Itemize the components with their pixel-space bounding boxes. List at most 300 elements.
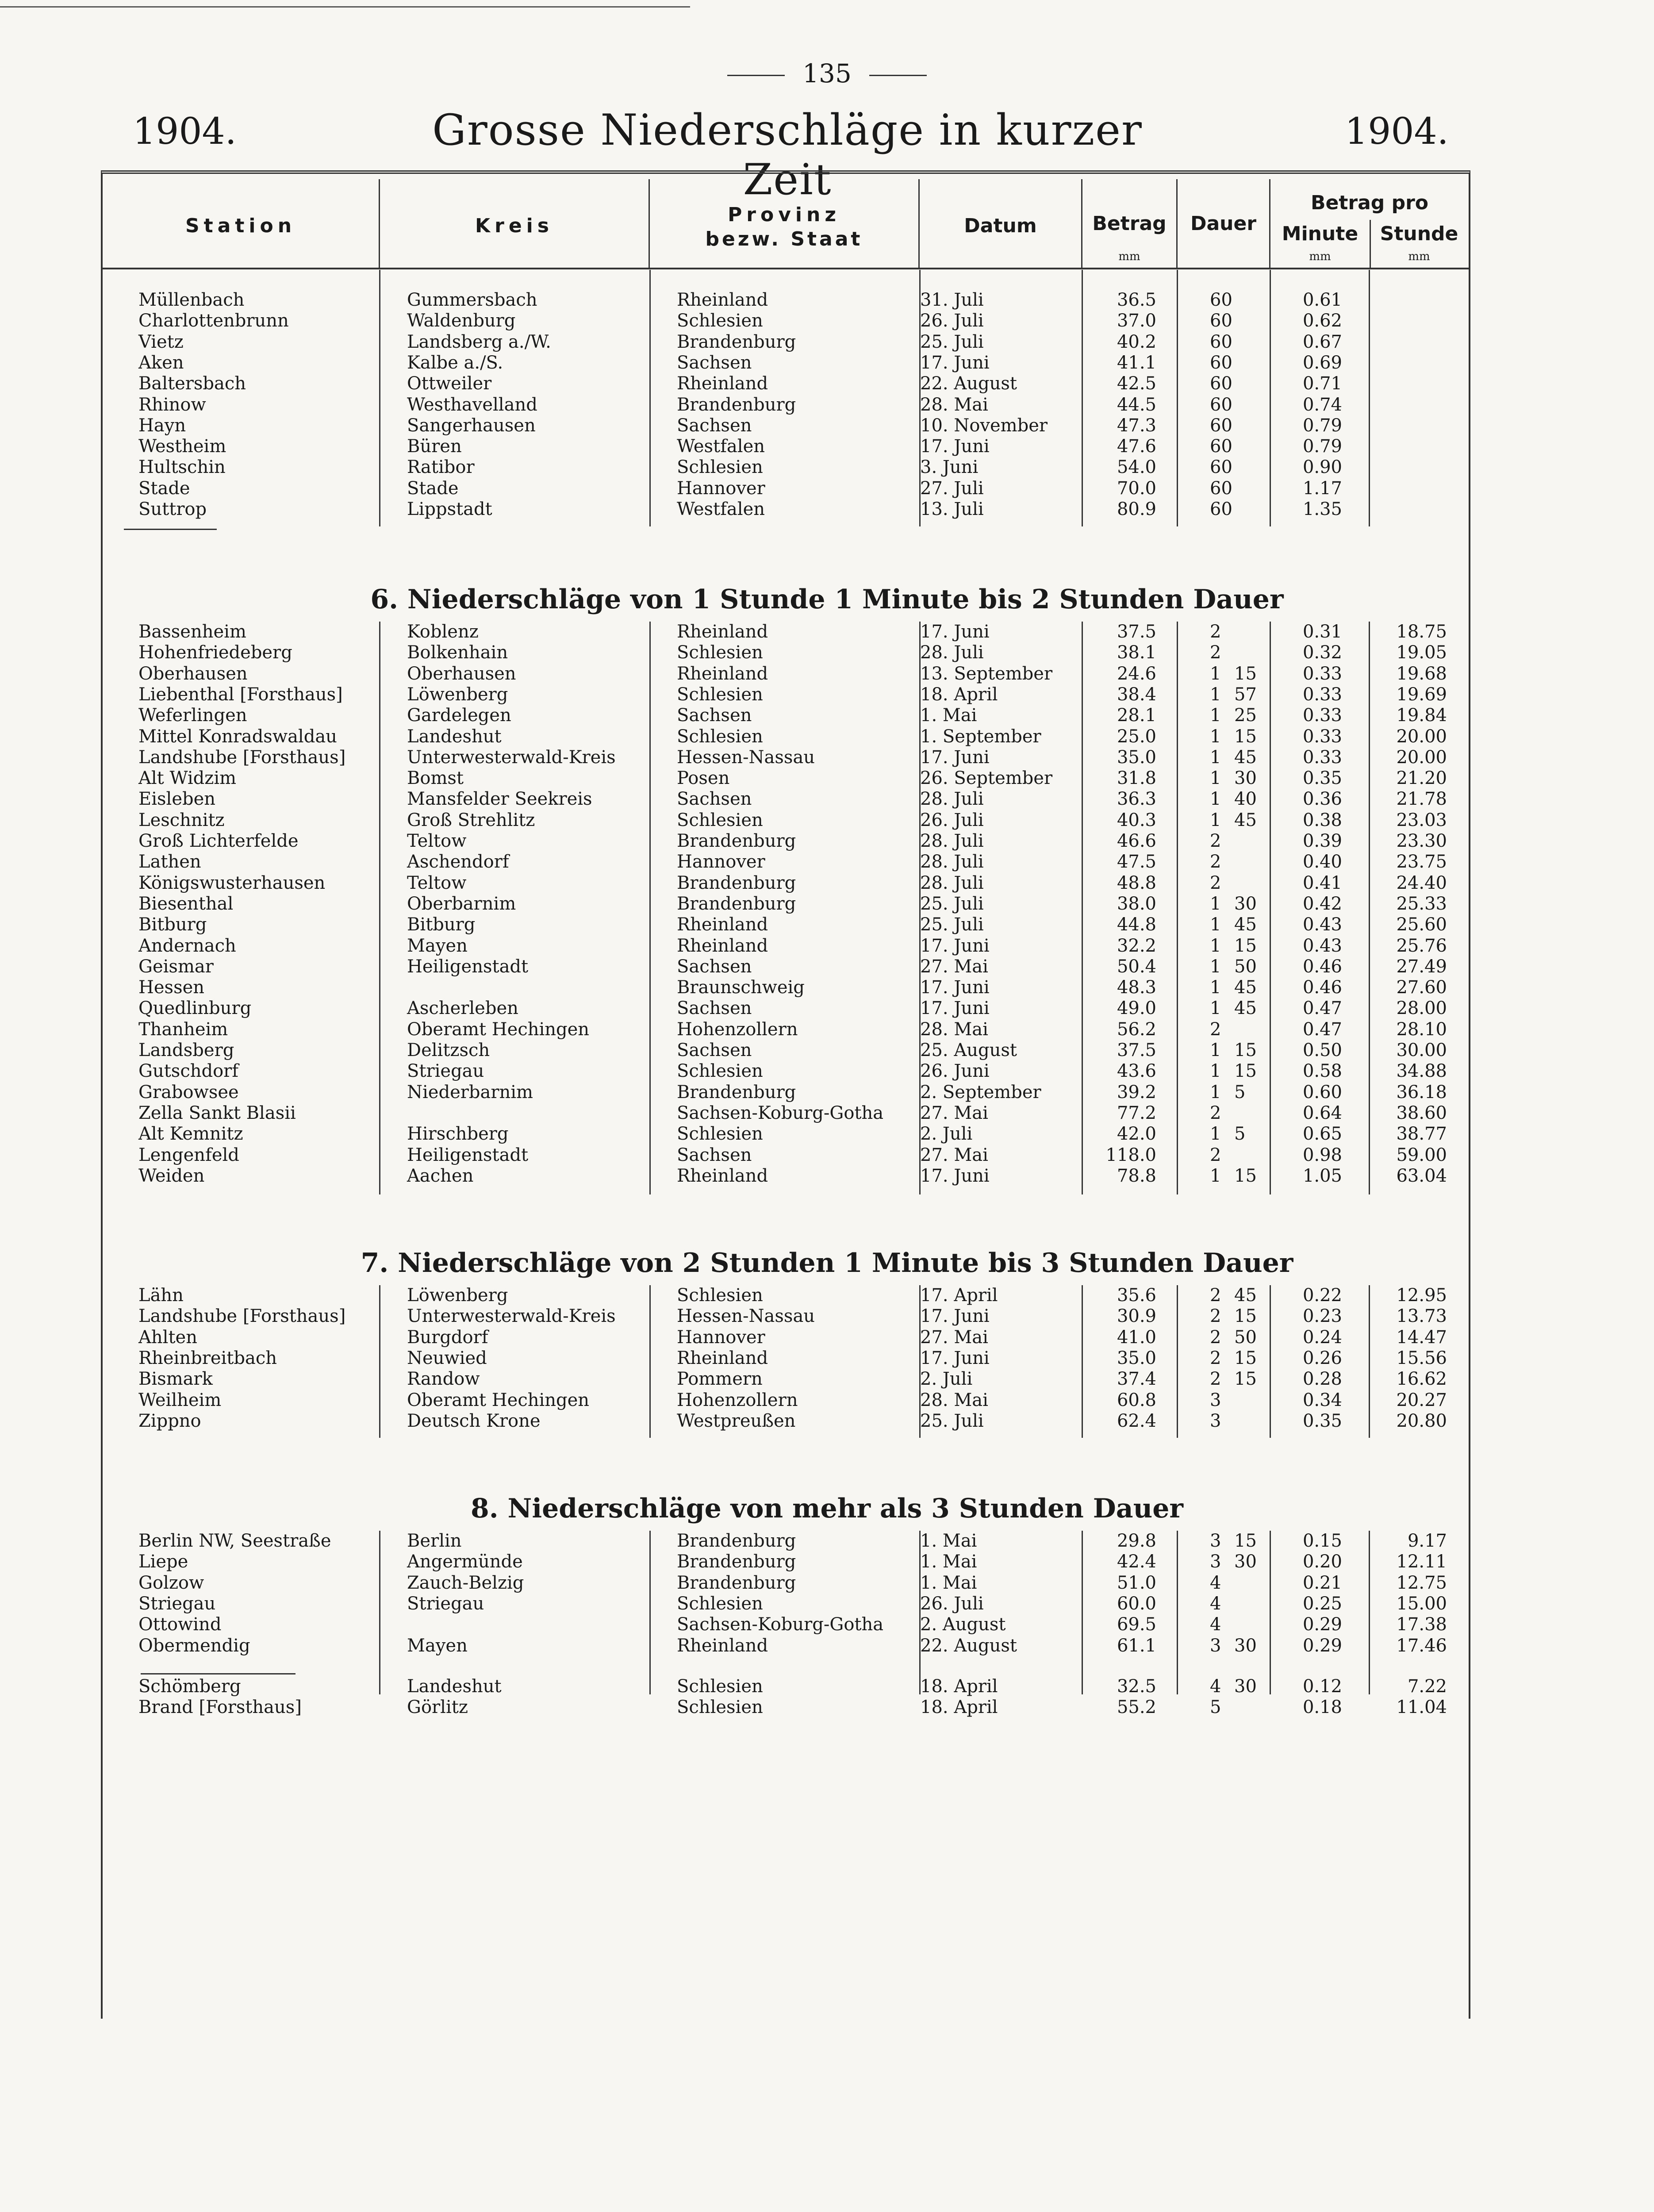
- table-row: [0, 478, 1654, 499]
- table-row: [0, 852, 1654, 872]
- kreis-cell: Delitzsch: [407, 1040, 490, 1060]
- section-title: 7. Niederschläge von 2 Stunden 1 Minute bis 3 Stunden Dauer: [361, 1248, 1293, 1279]
- datum-cell: 17. Juni: [920, 622, 990, 642]
- provinz-cell: Braunschweig: [677, 977, 805, 998]
- kreis-cell: Striegau: [407, 1061, 484, 1081]
- dauer-h-cell: 2: [1210, 642, 1221, 663]
- stunde-cell: 20.80: [1396, 1411, 1447, 1431]
- datum-cell: 28. Juli: [920, 642, 984, 663]
- betrag-cell: 32.2: [1117, 936, 1156, 956]
- dauer-h-cell: 1: [1210, 1124, 1221, 1144]
- datum-cell: 18. April: [920, 1676, 998, 1697]
- betrag-cell: 38.1: [1117, 642, 1156, 663]
- header-kreis: Kreis: [380, 179, 650, 268]
- betrag-cell: 48.3: [1117, 977, 1156, 998]
- provinz-cell: Hohenzollern: [677, 1390, 798, 1410]
- betrag-cell: 37.5: [1117, 1040, 1156, 1060]
- station-cell: Biesenthal: [138, 894, 234, 914]
- betrag-cell: 42.4: [1117, 1551, 1156, 1572]
- station-cell: Weferlingen: [138, 705, 247, 726]
- stunde-cell: 25.60: [1396, 914, 1447, 935]
- stunde-cell: 19.68: [1396, 664, 1447, 684]
- datum-cell: 18. April: [920, 1697, 998, 1717]
- kreis-cell: Oberhausen: [407, 664, 516, 684]
- provinz-cell: Hannover: [677, 852, 765, 872]
- betrag-cell: 38.4: [1117, 684, 1156, 705]
- dauer-h-cell: 1: [1210, 726, 1221, 747]
- minute-cell: 0.46: [1302, 977, 1342, 998]
- dauer-m-cell: 50: [1234, 1327, 1257, 1348]
- datum-cell: 17. Juni: [920, 1348, 990, 1368]
- datum-cell: 27. Mai: [920, 1327, 988, 1348]
- table-row: [0, 332, 1654, 353]
- station-cell: Lengenfeld: [138, 1145, 239, 1165]
- betrag-cell: 37.4: [1117, 1369, 1156, 1389]
- betrag-cell: 24.6: [1117, 664, 1156, 684]
- table-row: [0, 956, 1654, 977]
- table-row: [0, 353, 1654, 373]
- provinz-cell: Sachsen: [677, 1145, 752, 1165]
- dauer-m-cell: 15: [1234, 1531, 1257, 1551]
- provinz-cell: Hohenzollern: [677, 1019, 798, 1040]
- dauer-h-cell: 60: [1210, 373, 1232, 394]
- kreis-cell: Gardelegen: [407, 705, 511, 726]
- datum-cell: 17. Juni: [920, 998, 990, 1018]
- kreis-cell: Bolkenhain: [407, 642, 508, 663]
- kreis-cell: Ratibor: [407, 457, 475, 477]
- kreis-cell: Kalbe a./S.: [407, 353, 503, 373]
- station-cell: Obermendig: [138, 1636, 250, 1656]
- betrag-cell: 80.9: [1117, 499, 1156, 519]
- minute-cell: 0.65: [1302, 1124, 1342, 1144]
- stunde-cell: 30.00: [1396, 1040, 1447, 1060]
- stunde-cell: 16.62: [1396, 1369, 1447, 1389]
- datum-cell: 27. Mai: [920, 1103, 988, 1123]
- minute-cell: 0.18: [1302, 1697, 1342, 1717]
- year-left: 1904.: [133, 111, 237, 153]
- betrag-cell: 49.0: [1117, 998, 1156, 1018]
- dauer-m-cell: 45: [1234, 914, 1257, 935]
- provinz-cell: Rheinland: [677, 664, 768, 684]
- dauer-h-cell: 1: [1210, 914, 1221, 935]
- dauer-h-cell: 1: [1210, 1082, 1221, 1102]
- kreis-cell: Büren: [407, 436, 462, 457]
- stunde-cell: 21.78: [1396, 789, 1447, 809]
- kreis-cell: Heiligenstadt: [407, 1145, 529, 1165]
- datum-cell: 2. Juli: [920, 1369, 973, 1389]
- kreis-cell: Lippstadt: [407, 499, 492, 519]
- kreis-cell: Gummersbach: [407, 290, 537, 310]
- kreis-cell: Teltow: [407, 831, 467, 851]
- station-cell: Aken: [138, 353, 184, 373]
- provinz-cell: Sachsen: [677, 998, 752, 1018]
- stunde-cell: 63.04: [1396, 1166, 1447, 1186]
- table-row: [0, 873, 1654, 894]
- station-cell: Thanheim: [138, 1019, 228, 1040]
- betrag-cell: 54.0: [1117, 457, 1156, 477]
- station-cell: Grabowsee: [138, 1082, 239, 1102]
- datum-cell: 17. Juni: [920, 936, 990, 956]
- table-row: [0, 311, 1654, 331]
- provinz-cell: Hessen-Nassau: [677, 1306, 815, 1326]
- stunde-cell: 12.75: [1396, 1573, 1447, 1593]
- dauer-h-cell: 1: [1210, 1061, 1221, 1081]
- dauer-m-cell: 45: [1234, 977, 1257, 998]
- provinz-cell: Brandenburg: [677, 1551, 796, 1572]
- datum-cell: 28. Juli: [920, 831, 984, 851]
- provinz-cell: Schlesien: [677, 1124, 763, 1144]
- kreis-cell: Landeshut: [407, 726, 502, 747]
- dauer-m-cell: 40: [1234, 789, 1257, 809]
- table-row: [0, 768, 1654, 789]
- provinz-cell: Posen: [677, 768, 730, 788]
- station-cell: Bassenheim: [138, 622, 246, 642]
- stunde-cell: 19.05: [1396, 642, 1447, 663]
- table-row: [0, 1551, 1654, 1572]
- betrag-cell: 31.8: [1117, 768, 1156, 788]
- header-provinz: Provinz bezw. Staat: [650, 179, 920, 268]
- underline-suttrop: [124, 529, 217, 530]
- minute-cell: 0.43: [1302, 936, 1342, 956]
- datum-cell: 31. Juli: [920, 290, 984, 310]
- provinz-cell: Schlesien: [677, 1594, 763, 1614]
- dauer-h-cell: 60: [1210, 353, 1232, 373]
- kreis-cell: Waldenburg: [407, 311, 516, 331]
- dauer-m-cell: 30: [1234, 1676, 1257, 1697]
- station-cell: Zippno: [138, 1411, 201, 1431]
- table-row: [0, 499, 1654, 520]
- dauer-h-cell: 4: [1210, 1676, 1221, 1697]
- dauer-m-cell: 30: [1234, 768, 1257, 788]
- minute-cell: 0.33: [1302, 684, 1342, 705]
- station-cell: Striegau: [138, 1594, 216, 1614]
- dauer-h-cell: 4: [1210, 1614, 1221, 1635]
- betrag-cell: 51.0: [1117, 1573, 1156, 1593]
- kreis-cell: Koblenz: [407, 622, 479, 642]
- betrag-cell: 118.0: [1105, 1145, 1156, 1165]
- top-rule: [0, 6, 690, 8]
- minute-cell: 0.47: [1302, 998, 1342, 1018]
- provinz-cell: Sachsen: [677, 353, 752, 373]
- station-cell: Hultschin: [138, 457, 226, 477]
- provinz-cell: Sachsen: [677, 415, 752, 436]
- betrag-cell: 78.8: [1117, 1166, 1156, 1186]
- betrag-cell: 70.0: [1117, 478, 1156, 499]
- minute-cell: 0.39: [1302, 831, 1342, 851]
- dauer-h-cell: 2: [1210, 1103, 1221, 1123]
- table-row: [0, 684, 1654, 705]
- stunde-cell: 24.40: [1396, 873, 1447, 893]
- betrag-cell: 40.2: [1117, 332, 1156, 352]
- betrag-cell: 44.8: [1117, 914, 1156, 935]
- provinz-cell: Sachsen-Koburg-Gotha: [677, 1614, 884, 1635]
- dauer-h-cell: 1: [1210, 956, 1221, 977]
- table-row: [0, 1348, 1654, 1369]
- provinz-cell: Westfalen: [677, 436, 765, 457]
- dauer-m-cell: 45: [1234, 1285, 1257, 1306]
- station-cell: Hohenfriedeberg: [138, 642, 292, 663]
- kreis-cell: Striegau: [407, 1594, 484, 1614]
- provinz-cell: Rheinland: [677, 1636, 768, 1656]
- provinz-cell: Brandenburg: [677, 1082, 796, 1102]
- betrag-cell: 42.5: [1117, 373, 1156, 394]
- minute-cell: 0.79: [1302, 415, 1342, 436]
- dauer-h-cell: 1: [1210, 1040, 1221, 1060]
- minute-cell: 0.35: [1302, 768, 1342, 788]
- station-cell: Stade: [138, 478, 190, 499]
- provinz-cell: Rheinland: [677, 373, 768, 394]
- stunde-cell: 11.04: [1396, 1697, 1447, 1717]
- kreis-cell: Görlitz: [407, 1697, 468, 1717]
- station-cell: Weiden: [138, 1166, 205, 1186]
- betrag-cell: 47.3: [1117, 415, 1156, 436]
- dauer-h-cell: 2: [1210, 622, 1221, 642]
- dauer-h-cell: 1: [1210, 684, 1221, 705]
- dauer-h-cell: 2: [1210, 1306, 1221, 1326]
- datum-cell: 13. Juli: [920, 499, 984, 519]
- datum-cell: 17. Juni: [920, 747, 990, 768]
- dauer-m-cell: 30: [1234, 1551, 1257, 1572]
- datum-cell: 25. Juli: [920, 914, 984, 935]
- minute-cell: 0.22: [1302, 1285, 1342, 1306]
- betrag-cell: 62.4: [1117, 1411, 1156, 1431]
- kreis-cell: Berlin: [407, 1531, 462, 1551]
- kreis-cell: Bitburg: [407, 914, 476, 935]
- minute-cell: 1.05: [1302, 1166, 1342, 1186]
- betrag-cell: 30.9: [1117, 1306, 1156, 1326]
- section-title: 8. Niederschläge von mehr als 3 Stunden Dauer: [470, 1493, 1184, 1524]
- minute-cell: 0.32: [1302, 642, 1342, 663]
- betrag-cell: 35.0: [1117, 1348, 1156, 1368]
- minute-cell: 0.47: [1302, 1019, 1342, 1040]
- betrag-cell: 41.0: [1117, 1327, 1156, 1348]
- datum-cell: 1. Mai: [920, 1573, 977, 1593]
- kreis-cell: Oberamt Hechingen: [407, 1019, 590, 1040]
- datum-cell: 28. Juli: [920, 873, 984, 893]
- underline-obermendig: [141, 1673, 295, 1674]
- dauer-m-cell: 15: [1234, 726, 1257, 747]
- dauer-h-cell: 1: [1210, 747, 1221, 768]
- betrag-cell: 55.2: [1117, 1697, 1156, 1717]
- datum-cell: 28. Juli: [920, 852, 984, 872]
- kreis-cell: Randow: [407, 1369, 480, 1389]
- table-row: [0, 1019, 1654, 1040]
- provinz-cell: Schlesien: [677, 457, 763, 477]
- dauer-h-cell: 60: [1210, 332, 1232, 352]
- table-row: [0, 1697, 1654, 1718]
- dauer-m-cell: 57: [1234, 684, 1257, 705]
- minute-cell: 0.25: [1302, 1594, 1342, 1614]
- betrag-cell: 43.6: [1117, 1061, 1156, 1081]
- kreis-cell: Stade: [407, 478, 459, 499]
- header-datum: Datum: [920, 179, 1082, 268]
- minute-cell: 0.60: [1302, 1082, 1342, 1102]
- kreis-cell: Ascherleben: [407, 998, 518, 1018]
- provinz-cell: Brandenburg: [677, 332, 796, 352]
- dauer-h-cell: 2: [1210, 1145, 1221, 1165]
- datum-cell: 28. Mai: [920, 1019, 988, 1040]
- header-betrag-pro: Betrag pro Minute Stunde mm mm: [1270, 179, 1469, 268]
- stunde-cell: 15.56: [1396, 1348, 1447, 1368]
- stunde-cell: 7.22: [1407, 1676, 1447, 1697]
- datum-cell: 1. Mai: [920, 1531, 977, 1551]
- table-row: [0, 290, 1654, 311]
- datum-cell: 26. Juli: [920, 311, 984, 331]
- minute-cell: 0.74: [1302, 395, 1342, 415]
- dauer-h-cell: 3: [1210, 1411, 1221, 1431]
- provinz-cell: Sachsen-Koburg-Gotha: [677, 1103, 884, 1123]
- dauer-h-cell: 5: [1210, 1697, 1221, 1717]
- minute-cell: 0.12: [1302, 1676, 1342, 1697]
- dauer-m-cell: 30: [1234, 1636, 1257, 1656]
- station-cell: Leschnitz: [138, 810, 225, 830]
- kreis-cell: Mayen: [407, 1636, 468, 1656]
- betrag-cell: 28.1: [1117, 705, 1156, 726]
- dauer-h-cell: 3: [1210, 1636, 1221, 1656]
- dauer-h-cell: 1: [1210, 768, 1221, 788]
- minute-cell: 0.23: [1302, 1306, 1342, 1326]
- stunde-cell: 13.73: [1396, 1306, 1447, 1326]
- minute-cell: 0.71: [1302, 373, 1342, 394]
- year-right: 1904.: [1345, 111, 1449, 153]
- provinz-cell: Pommern: [677, 1369, 763, 1389]
- betrag-cell: 61.1: [1117, 1636, 1156, 1656]
- table-row: [0, 1636, 1654, 1656]
- dauer-h-cell: 2: [1210, 1327, 1221, 1348]
- kreis-cell: Westhavelland: [407, 395, 537, 415]
- station-cell: Müllenbach: [138, 290, 245, 310]
- provinz-cell: Hessen-Nassau: [677, 747, 815, 768]
- minute-cell: 0.90: [1302, 457, 1342, 477]
- station-cell: Rhinow: [138, 395, 206, 415]
- minute-cell: 1.35: [1302, 499, 1342, 519]
- table-row: [0, 373, 1654, 394]
- minute-cell: 0.21: [1302, 1573, 1342, 1593]
- dauer-h-cell: 2: [1210, 1285, 1221, 1306]
- betrag-cell: 38.0: [1117, 894, 1156, 914]
- stunde-cell: 23.30: [1396, 831, 1447, 851]
- provinz-cell: Brandenburg: [677, 831, 796, 851]
- station-cell: Bitburg: [138, 914, 207, 935]
- provinz-cell: Rheinland: [677, 936, 768, 956]
- stunde-cell: 27.60: [1396, 977, 1447, 998]
- header-station: Station: [103, 179, 380, 268]
- datum-cell: 2. September: [920, 1082, 1041, 1102]
- minute-cell: 0.29: [1302, 1614, 1342, 1635]
- kreis-cell: Landsberg a./W.: [407, 332, 551, 352]
- betrag-cell: 40.3: [1117, 810, 1156, 830]
- provinz-cell: Rheinland: [677, 1166, 768, 1186]
- datum-cell: 17. Juni: [920, 977, 990, 998]
- kreis-cell: Aachen: [407, 1166, 474, 1186]
- station-cell: Eisleben: [138, 789, 216, 809]
- provinz-cell: Schlesien: [677, 810, 763, 830]
- betrag-cell: 39.2: [1117, 1082, 1156, 1102]
- minute-cell: 0.20: [1302, 1551, 1342, 1572]
- datum-cell: 22. August: [920, 373, 1017, 394]
- stunde-cell: 34.88: [1396, 1061, 1447, 1081]
- station-cell: Liepe: [138, 1551, 188, 1572]
- station-cell: Weilheim: [138, 1390, 222, 1410]
- provinz-cell: Brandenburg: [677, 894, 796, 914]
- datum-cell: 18. April: [920, 684, 998, 705]
- header-dauer: Dauer: [1178, 179, 1270, 268]
- dauer-m-cell: 15: [1234, 1306, 1257, 1326]
- table-row: [0, 1594, 1654, 1614]
- station-cell: Quedlinburg: [138, 998, 252, 1018]
- dauer-m-cell: 45: [1234, 747, 1257, 768]
- kreis-cell: Zauch-Belzig: [407, 1573, 524, 1593]
- stunde-cell: 19.84: [1396, 705, 1447, 726]
- datum-cell: 17. April: [920, 1285, 998, 1306]
- datum-cell: 1. September: [920, 726, 1041, 747]
- betrag-cell: 37.5: [1117, 622, 1156, 642]
- datum-cell: 25. Juli: [920, 894, 984, 914]
- station-cell: Liebenthal [Forsthaus]: [138, 684, 343, 705]
- station-cell: Landshube [Forsthaus]: [138, 1306, 346, 1326]
- dauer-h-cell: 4: [1210, 1594, 1221, 1614]
- provinz-cell: Brandenburg: [677, 395, 796, 415]
- betrag-cell: 36.3: [1117, 789, 1156, 809]
- stunde-cell: 15.00: [1396, 1594, 1447, 1614]
- dauer-m-cell: 45: [1234, 810, 1257, 830]
- stunde-cell: 20.27: [1396, 1390, 1447, 1410]
- betrag-cell: 60.0: [1117, 1594, 1156, 1614]
- table-row: [0, 1082, 1654, 1103]
- station-cell: Alt Kemnitz: [138, 1124, 243, 1144]
- table-row: [0, 1285, 1654, 1306]
- dauer-m-cell: 45: [1234, 998, 1257, 1018]
- page-number: 135: [0, 58, 1654, 88]
- minute-cell: 0.38: [1302, 810, 1342, 830]
- betrag-cell: 41.1: [1117, 353, 1156, 373]
- stunde-cell: 21.20: [1396, 768, 1447, 788]
- table-row: [0, 664, 1654, 684]
- dauer-h-cell: 2: [1210, 1369, 1221, 1389]
- station-cell: Golzow: [138, 1573, 204, 1593]
- datum-cell: 17. Juni: [920, 436, 990, 457]
- betrag-cell: 35.6: [1117, 1285, 1156, 1306]
- kreis-cell: Sangerhausen: [407, 415, 536, 436]
- dauer-h-cell: 4: [1210, 1573, 1221, 1593]
- datum-cell: 25. Juli: [920, 332, 984, 352]
- kreis-cell: Groß Strehlitz: [407, 810, 535, 830]
- table-row: [0, 705, 1654, 726]
- station-cell: Groß Lichterfelde: [138, 831, 299, 851]
- dauer-h-cell: 60: [1210, 457, 1232, 477]
- minute-cell: 1.17: [1302, 478, 1342, 499]
- station-cell: Geismar: [138, 956, 214, 977]
- provinz-cell: Rheinland: [677, 290, 768, 310]
- dauer-m-cell: 5: [1234, 1124, 1246, 1144]
- table-row: [0, 1166, 1654, 1187]
- kreis-cell: Angermünde: [407, 1551, 523, 1572]
- kreis-cell: Löwenberg: [407, 1285, 508, 1306]
- provinz-cell: Schlesien: [677, 1061, 763, 1081]
- kreis-cell: Oberbarnim: [407, 894, 516, 914]
- datum-cell: 26. Juli: [920, 1594, 984, 1614]
- table-row: [0, 1390, 1654, 1411]
- page-title: Grosse Niederschläge in kurzer Zeit: [432, 105, 1143, 204]
- dauer-m-cell: 15: [1234, 1040, 1257, 1060]
- kreis-cell: Deutsch Krone: [407, 1411, 541, 1431]
- minute-cell: 0.41: [1302, 873, 1342, 893]
- dauer-h-cell: 1: [1210, 998, 1221, 1018]
- table-row: [0, 810, 1654, 831]
- betrag-cell: 36.5: [1117, 290, 1156, 310]
- datum-cell: 1. Mai: [920, 1551, 977, 1572]
- dauer-h-cell: 60: [1210, 395, 1232, 415]
